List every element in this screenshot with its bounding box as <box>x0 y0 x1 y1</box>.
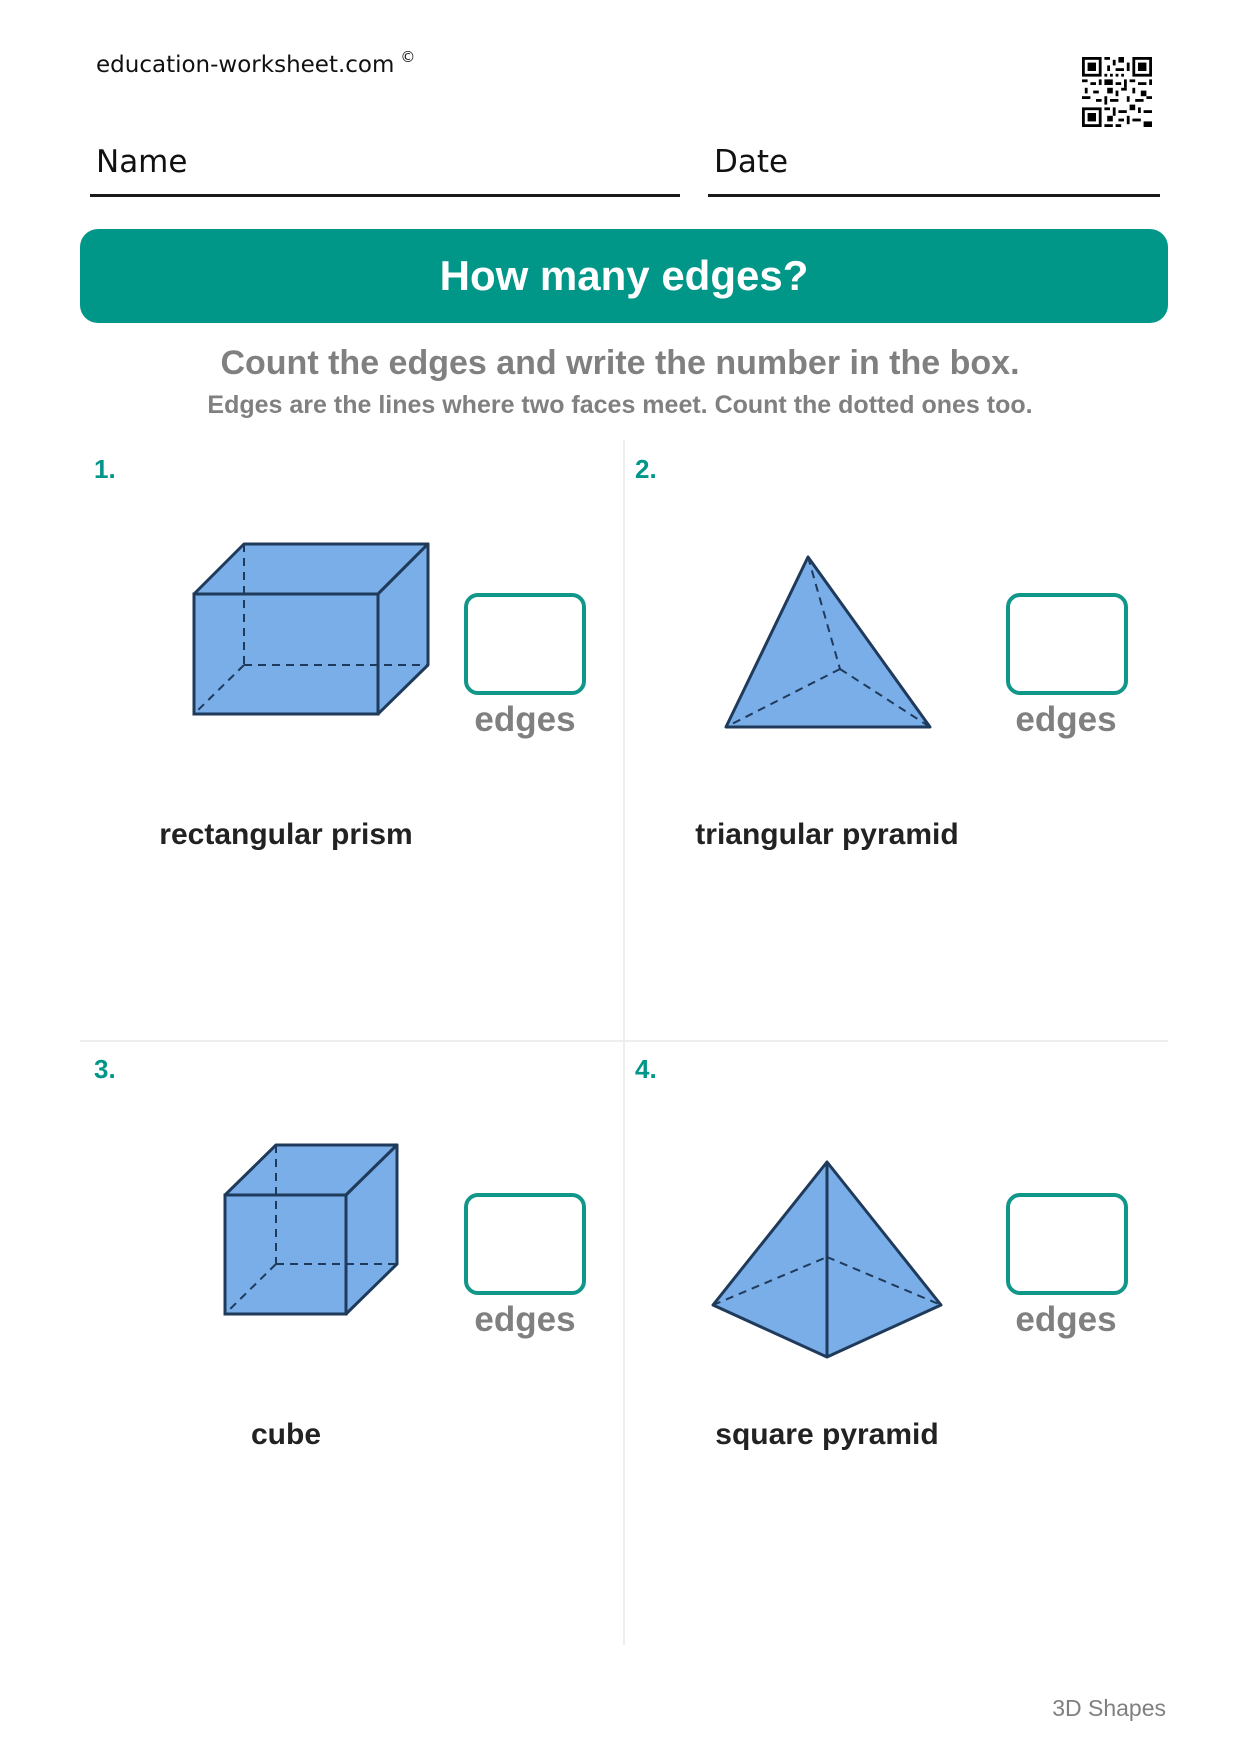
triangular-pyramid-shape <box>715 550 935 740</box>
title-banner <box>80 229 1168 323</box>
edges-label: edges <box>474 1300 576 1339</box>
name-field[interactable] <box>90 140 680 197</box>
cube-shape <box>210 1130 410 1330</box>
shape-name: cube <box>250 1418 322 1451</box>
rectangular-prism-shape <box>180 530 440 730</box>
answer-box[interactable] <box>1006 1193 1128 1295</box>
row-divider <box>80 1040 1168 1042</box>
shape-name: triangular pyramid <box>695 818 959 851</box>
site-name: education-worksheet.com <box>96 52 395 78</box>
site-watermark <box>96 48 415 78</box>
footer-topic: 3D Shapes <box>1052 1695 1166 1721</box>
answer-box[interactable] <box>1006 593 1128 695</box>
instructions-sub: Edges are the lines where two faces meet. Count the dotted ones too. <box>207 391 1033 419</box>
edges-label: edges <box>1015 700 1117 739</box>
qr-code-icon <box>1082 57 1152 127</box>
date-field[interactable] <box>708 140 1160 197</box>
edges-label: edges <box>1015 1300 1117 1339</box>
answer-box[interactable] <box>464 593 586 695</box>
shape-name: rectangular prism <box>159 818 413 851</box>
problem-number: 3. <box>94 1054 116 1084</box>
name-label: Name <box>96 144 188 180</box>
date-label: Date <box>714 144 789 180</box>
instructions-main: Count the edges and write the number in the box. <box>220 344 1020 382</box>
shape-name: square pyramid <box>715 1418 939 1451</box>
square-pyramid-shape <box>705 1150 945 1370</box>
problem-number: 1. <box>94 454 116 484</box>
edges-label: edges <box>474 700 576 739</box>
answer-box[interactable] <box>464 1193 586 1295</box>
copyright-symbol: © <box>400 48 416 66</box>
problem-number: 4. <box>635 1054 657 1084</box>
column-divider <box>623 440 625 1645</box>
page-title: How many edges? <box>439 252 809 299</box>
problem-number: 2. <box>635 454 657 484</box>
